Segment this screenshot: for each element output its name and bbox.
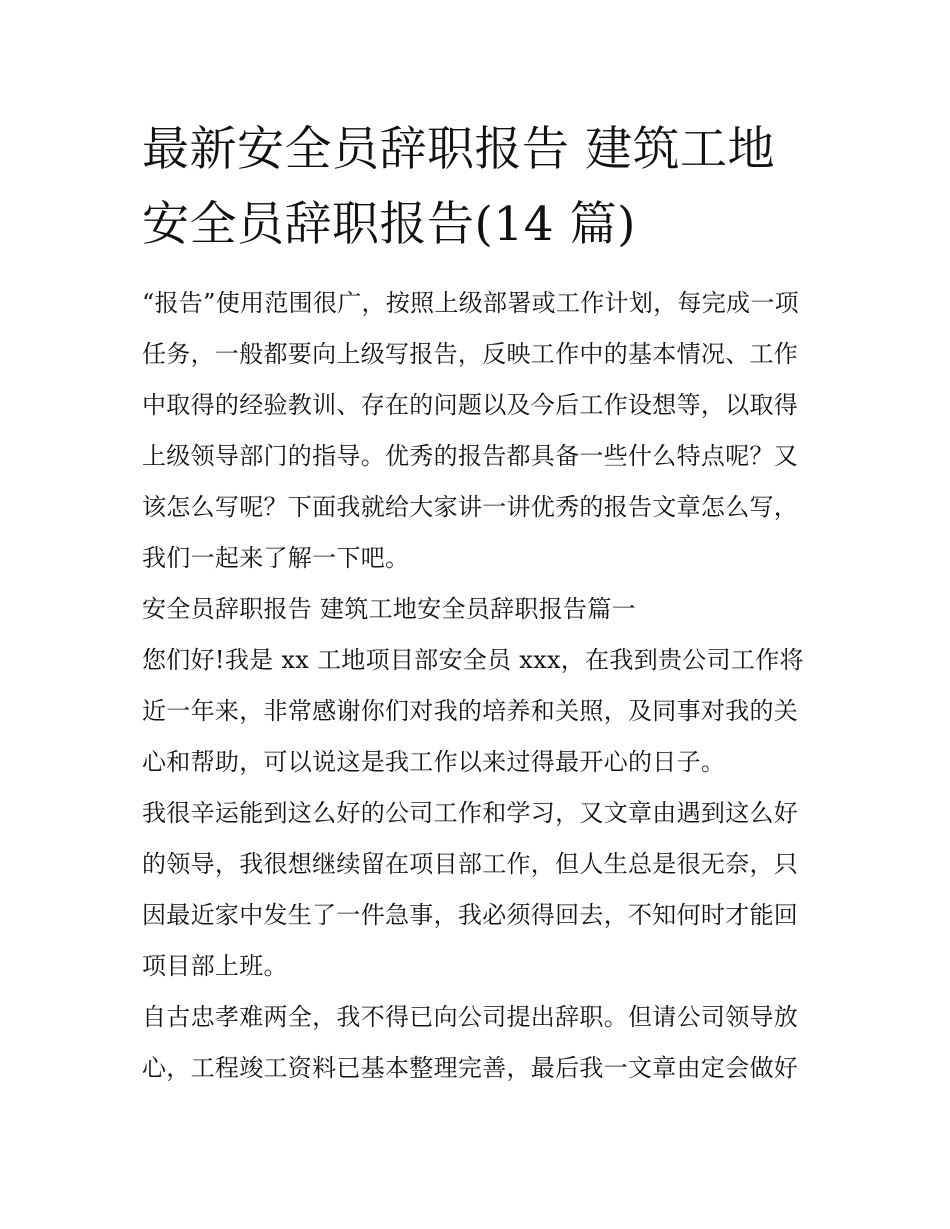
text-line: 您们好!我是 xx 工地项目部安全员 xxx，在我到贵公司工作将 [142,646,804,674]
intro-paragraph [142,278,814,584]
text-line: 我很辛运能到这么好的公司工作和学习，又文章由遇到这么好 [142,799,799,827]
body-paragraph-2 [142,788,814,992]
text-line: 的领导，我很想继续留在项目部工作，但人生总是很无奈，只 [142,850,799,878]
text-line: 心，工程竣工资料已基本整理完善，最后我一文章由定会做好 [142,1054,799,1082]
title-line: 最新安全员辞职报告 建筑工地 [142,122,775,177]
text-line: 心和帮助，可以说这是我工作以来过得最开心的日子。 [142,748,726,776]
document-title [142,112,814,262]
text-line: 上级领导部门的指导。优秀的报告都具备一些什么特点呢？又 [142,442,799,470]
text-line: 自古忠孝难两全，我不得已向公司提出辞职。但请公司领导放 [142,1003,799,1031]
text-line: 任务，一般都要向上级写报告，反映工作中的基本情况、工作 [142,340,799,368]
text-line: 近一年来，非常感谢你们对我的培养和关照，及同事对我的关 [142,697,799,725]
document-body [142,112,814,1094]
text-line: 项目部上班。 [142,952,288,980]
section-heading: 安全员辞职报告 建筑工地安全员辞职报告篇一 [142,595,636,623]
text-line: 因最近家中发生了一件急事，我必须得回去，不知何时才能回 [142,901,799,929]
body-paragraph-1 [142,635,814,788]
text-line: 我们一起来了解一下吧。 [142,544,410,572]
text-line: 中取得的经验教训、存在的问题以及今后工作设想等，以取得 [142,391,799,419]
text-line: 该怎么写呢？下面我就给大家讲一讲优秀的报告文章怎么写， [142,493,799,521]
title-line: 安全员辞职报告(14 篇) [142,197,636,252]
text-line: “报告”使用范围很广，按照上级部署或工作计划，每完成一项 [142,289,799,317]
body-paragraph-3 [142,992,814,1094]
